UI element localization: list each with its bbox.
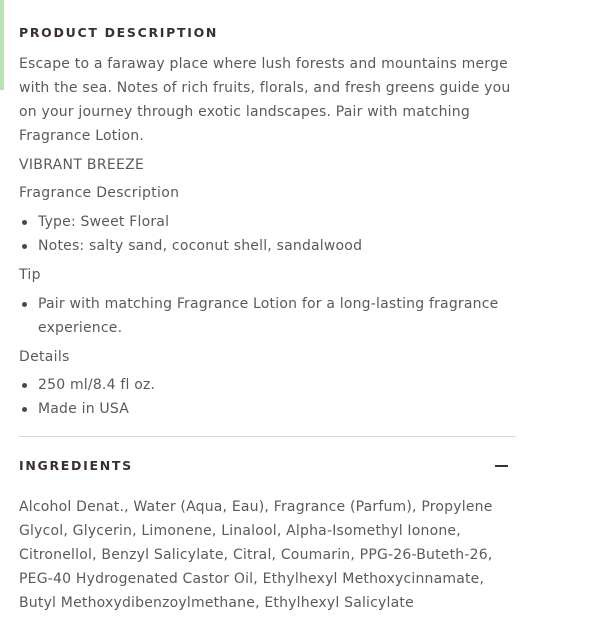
fragrance-description-heading: Fragrance Description	[19, 185, 180, 201]
ingredients-heading: INGREDIENTS	[19, 458, 133, 473]
section-accent-bar	[0, 0, 4, 90]
list-item-origin: Made in USA	[19, 397, 516, 421]
list-item-fragrance-notes: Notes: salty sand, coconut shell, sandalwood	[19, 234, 516, 258]
product-name: VIBRANT BREEZE	[19, 157, 145, 173]
details-list	[19, 373, 516, 421]
section-divider	[19, 436, 516, 437]
product-description-heading: PRODUCT DESCRIPTION	[19, 25, 219, 40]
tip-heading: Tip	[19, 267, 41, 283]
ingredients-text: Alcohol Denat., Water (Aqua, Eau), Fragrance (Parfum), Propylene Glycol, Glycerin, Limonene, Linalool, Alpha-Isomethyl Ionone, Citronellol, Benzyl Salicylate, Citral, Coumarin, PPG-26-Buteth-26, PEG-40 Hydrogenated Castor Oil, Ethylhexyl Methoxycinnamate, Butyl Methoxydibenzoylmethane, Ethylhexyl Salicylate	[19, 499, 493, 611]
product-description-text: Escape to a faraway place where lush forests and mountains merge with the sea. Notes of rich fruits, florals, and fresh greens guide you on your journey through exotic landscapes. Pair with matching Fragrance Lotion.	[19, 56, 511, 144]
fragrance-list	[19, 210, 516, 258]
tip-list	[19, 292, 509, 340]
details-heading: Details	[19, 349, 70, 365]
list-item-volume: 250 ml/8.4 fl oz.	[19, 373, 516, 397]
list-item-tip: Pair with matching Fragrance Lotion for a long-lasting fragrance experience.	[19, 292, 509, 340]
list-item-fragrance-type: Type: Sweet Floral	[19, 210, 516, 234]
minus-collapse-icon[interactable]	[495, 465, 508, 467]
ingredients-accordion-toggle[interactable]	[19, 456, 516, 476]
